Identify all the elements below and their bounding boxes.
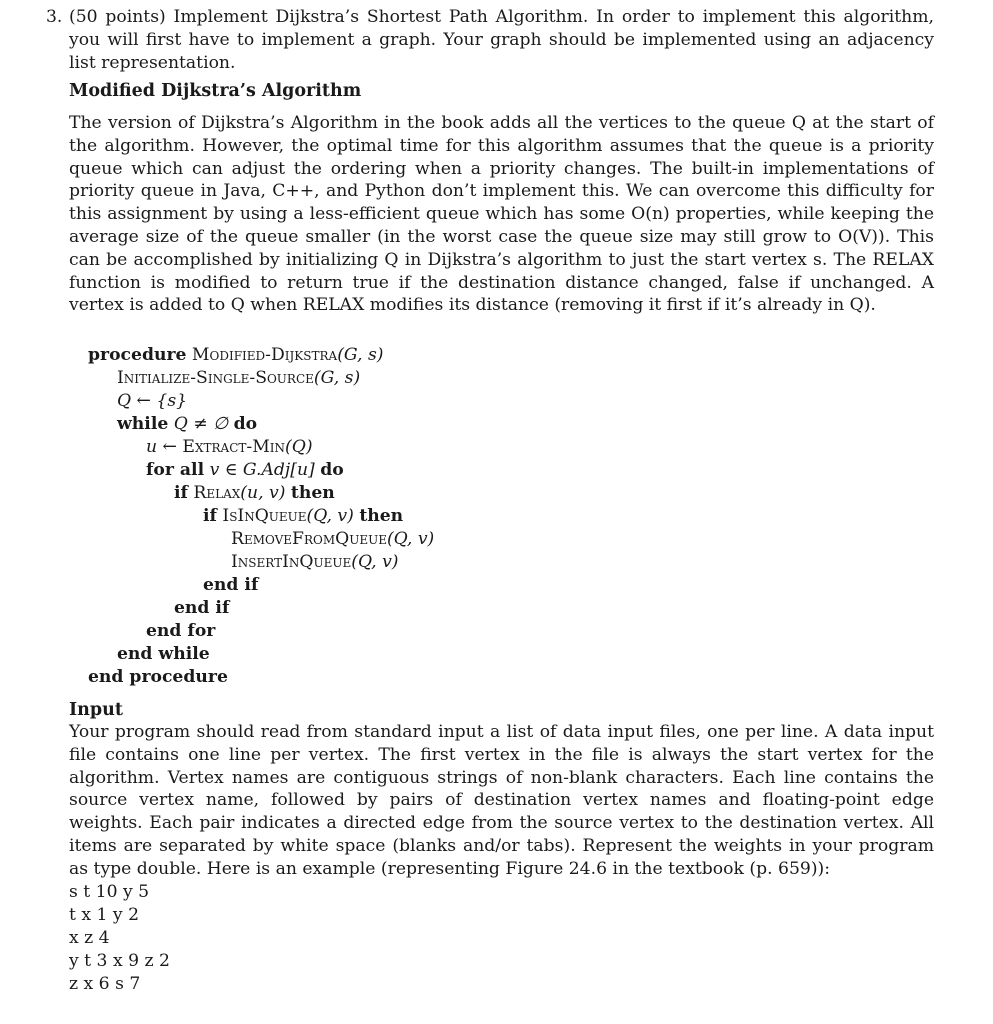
pseudocode-line-initialize: Initialize-Single-Source(G, s) bbox=[117, 368, 361, 388]
pseudocode-line-extract-min: u ← Extract-Min(Q) bbox=[146, 437, 313, 457]
pseudocode-line-insert: InsertInQueue(Q, v) bbox=[231, 552, 399, 572]
modified-dijkstra-heading: Modified Dijkstra’s Algorithm bbox=[69, 81, 362, 101]
pseudocode-line-end-for: end for bbox=[146, 621, 216, 641]
modified-dijkstra-description: The version of Dijkstra’s Algorithm in the book adds all the vertices to the queue Q at the start of the algorithm. However, the optimal time for this algorithm assumes that the queue is a priority queue which can adjust the ordering when a priority changes. The built-in implementations of priority queue in Java, C++, and Python don’t implement this. We can overcome this difficulty for this assignment by using a less-efficient queue which has some O(n) properties, while keeping the average size of the queue smaller (in the worst case the queue size may still grow to O(V)). This can be accomplished by initializing Q in Dijkstra’s algorithm to just the start vertex s. The RELAX function is modified to return true if the destination distance changed, false if unchanged. A vertex is added to Q when RELAX modifies its distance (removing it first if it’s already in Q). bbox=[69, 113, 934, 316]
pseudocode-line-if-relax: if Relax(u, v) then bbox=[174, 483, 335, 503]
example-input bbox=[69, 881, 170, 996]
pseudocode-line-end-while: end while bbox=[117, 644, 210, 664]
pseudocode-line-end-if-outer: end if bbox=[174, 598, 230, 618]
example-input-line: x z 4 bbox=[69, 928, 110, 948]
input-heading: Input bbox=[69, 700, 123, 720]
pseudocode-line-for-all: for all v ∈ G.Adj[u] do bbox=[146, 460, 344, 480]
pseudocode-line-while: while Q ≠ ∅ do bbox=[117, 414, 258, 434]
example-input-line: y t 3 x 9 z 2 bbox=[69, 951, 170, 971]
problem-number: 3. bbox=[46, 7, 63, 27]
pseudocode-block bbox=[88, 344, 688, 689]
pseudocode-line-remove: RemoveFromQueue(Q, v) bbox=[231, 529, 435, 549]
example-input-line: t x 1 y 2 bbox=[69, 905, 140, 925]
pseudocode-line-end-procedure: end procedure bbox=[88, 667, 228, 687]
pseudocode-line-if-isinqueue: if IsInQueue(Q, v) then bbox=[203, 506, 404, 526]
pseudocode-line-queue-init: Q ← {s} bbox=[117, 391, 188, 411]
example-input-line: s t 10 y 5 bbox=[69, 882, 150, 902]
problem-statement bbox=[46, 6, 934, 74]
example-input-line: z x 6 s 7 bbox=[69, 974, 141, 994]
input-description: Your program should read from standard input a list of data input files, one per line. A data input file contains one line per vertex. The first vertex in the file is always the start vertex for the algorithm. Vertex names are contiguous strings of non-blank characters. Each line contains the source vertex name, followed by pairs of destination vertex names and floating-point edge weights. Each pair indicates a directed edge from the source vertex to the destination vertex. All items are separated by white space (blanks and/or tabs). Represent the weights in your program as type double. Here is an example (representing Figure 24.6 in the textbook (p. 659)): bbox=[69, 722, 934, 879]
pseudocode-line-procedure: procedure Modified-Dijkstra(G, s) bbox=[88, 345, 384, 365]
problem-intro: (50 points) Implement Dijkstra’s Shortest Path Algorithm. In order to implement this algorithm, you will first have to implement a graph. Your graph should be implemented using an adjacency list representation. bbox=[69, 7, 934, 73]
pseudocode-line-end-if-inner: end if bbox=[203, 575, 259, 595]
